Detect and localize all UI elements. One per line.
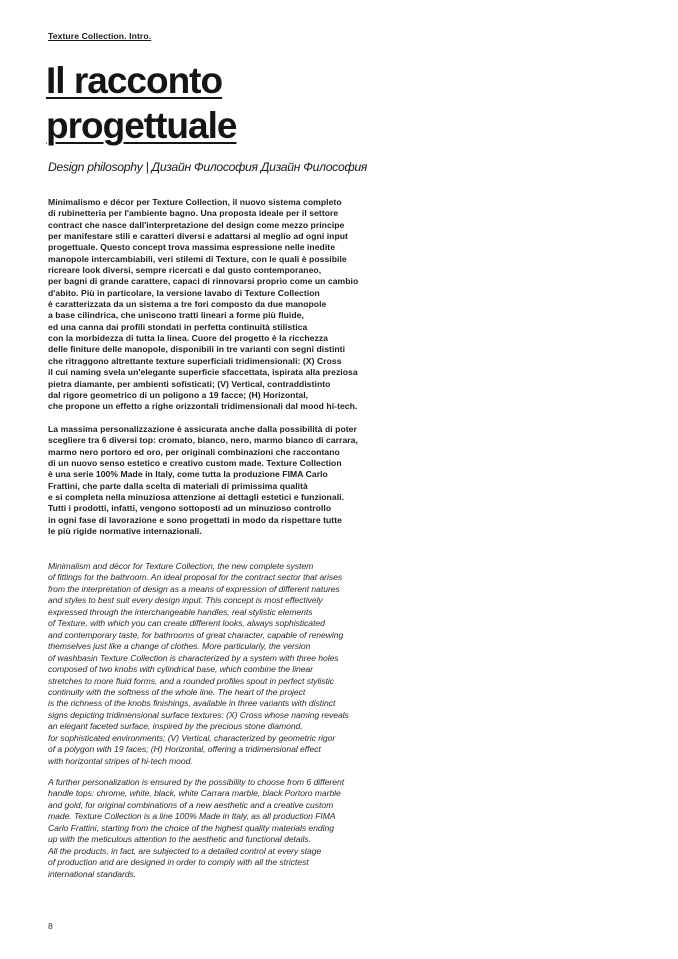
text-line: of washbasin Texture Collection is characterized by a system with three holes (48, 652, 339, 663)
italian-paragraph-2 (48, 424, 358, 537)
text-line: per manifestare stili e caratteri diversi e adattarsi al meglio ad ogni input (48, 231, 348, 242)
text-line: d'abito. Più in particolare, la versione lavabo di Texture Collection (48, 287, 320, 298)
text-line: handle tops: chrome, white, black, white Carrara marble, black Portoro marble (48, 788, 341, 799)
text-line: pietra diamante, per ambienti sofisticati; (V) Vertical, contraddistinto (48, 378, 331, 389)
text-line: with horizontal stripes of hi-tech mood. (48, 755, 193, 766)
text-line: All the products, in fact, are subjected to a detailed control at every stage (48, 845, 322, 856)
text-line: continuity with the softness of the whole line. The heart of the project (48, 686, 306, 697)
text-line: che ritraggono altrettante texture superficiali tridimensionali: (X) Cross (48, 355, 342, 366)
text-line: A further personalization is ensured by the possibility to choose from 6 different (48, 777, 345, 787)
section-label: Texture Collection. Intro. (48, 31, 152, 41)
text-line: di rubinetteria per l'ambiente bagno. Una proposta ideale per il settore (48, 208, 339, 219)
page-title-line-2: progettuale (46, 105, 237, 146)
text-line: Carlo Frattini, starting from the choice of the highest quality materials ending (48, 822, 334, 833)
english-paragraph-2 (48, 777, 344, 880)
text-line: La massima personalizzazione è assicurata anche dalla possibilità di poter (48, 424, 357, 434)
text-line: up with the meticulous attention to the aesthetic and functional details. (48, 834, 311, 845)
text-line: signs depicting tridimensional surface textures: (X) Cross whose naming reveals (48, 709, 349, 720)
text-line: Minimalismo e décor per Texture Collection, il nuovo sistema completo (48, 197, 342, 207)
italian-paragraph-1 (48, 197, 358, 413)
text-line: of production and are designed in order to comply with all the strictest (48, 857, 309, 868)
text-line: il cui naming svela un'elegante superficie sfaccettata, ispirata alla preziosa (48, 367, 358, 378)
text-line: è caratterizzata da un sistema a tre fori composto da due manopole (48, 299, 327, 310)
text-line: and styles to best suit every design input. This concept is most effectively (48, 595, 323, 606)
text-line: of Texture, with which you can create different looks, always sophisticated (48, 618, 325, 629)
text-line: composed of two knobs with cylindrical base, which combine the linear (48, 664, 314, 675)
text-line: è una serie 100% Made in Italy, come tutta la produzione FIMA Carlo (48, 469, 328, 480)
text-line: che propone un effetto a righe orizzontali tridimensionali dal mood hi-tech. (48, 401, 358, 412)
text-line: contract che nasce dall'interpretazione del design come mezzo principe (48, 219, 345, 230)
text-line: made. Texture Collection is a line 100% Made in Italy, as all production FIMA (48, 811, 336, 822)
text-line: for sophisticated environments; (V) Vertical, characterized by geometric rigor (48, 732, 336, 743)
text-line: a base cilindrica, che uniscono tratti lineari a forme più fluide, (48, 310, 304, 321)
text-line: manopole intercambiabili, veri stilemi di Texture, con le quali è possibile (48, 253, 347, 264)
english-paragraph-1 (48, 561, 349, 767)
text-line: Tutti i prodotti, infatti, vengono sottoposti ad un minuzioso controllo (48, 503, 332, 514)
text-line: expressed through the interchangeable handles, real stylistic elements (48, 606, 313, 617)
text-line: ricreare look diversi, sempre ricercati e dal gusto contemporaneo, (48, 265, 322, 276)
subtitle: Design philosophy | Дизайн Философия Дизайн Философия (48, 160, 368, 174)
text-line: ed una canna dai profili stondati in perfetta continuità stilistica (48, 321, 308, 332)
text-line: con la morbidezza di tutta la linea. Cuore del progetto è la ricchezza (48, 333, 328, 344)
text-line: per bagni di grande carattere, capaci di rinnovarsi proprio come un cambio (48, 276, 359, 287)
text-line: of fittings for the bathroom. An ideal proposal for the contract sector that arises (48, 572, 343, 583)
text-line: scegliere tra 6 diversi top: cromato, bianco, nero, marmo bianco di carrara, (48, 435, 358, 446)
text-line: of a polygon with 19 faces; (H) Horizontal, offering a tridimensional effect (48, 744, 321, 755)
text-line: an elegant faceted surface, inspired by the precious stone diamond, (48, 721, 303, 732)
text-line: le più rigide normative internazionali. (48, 526, 202, 537)
text-line: dal rigore geometrico di un poligono a 19 facce; (H) Horizontal, (48, 389, 309, 400)
text-line: Frattini, che parte dalla scelta di materiali di primissima qualità (48, 480, 308, 491)
text-line: international standards. (48, 868, 137, 879)
text-line: delle finiture delle manopole, disponibili in tre varianti con segni distinti (48, 344, 346, 355)
text-line: progettuale. Questo concept trova massima espressione nelle inedite (48, 242, 336, 253)
text-line: and contemporary taste, for bathrooms of great character, capable of renewing (48, 629, 344, 640)
text-line: stretches to more fluid forms, and a rounded profiles spout in perfect stylistic (48, 675, 334, 686)
text-line: di un nuovo senso estetico e creativo custom made. Texture Collection (48, 458, 342, 469)
text-line: is the richness of the knobs finishings, available in three variants with distinct (48, 698, 336, 709)
page-number: 8 (48, 921, 53, 931)
text-line: in ogni fase di lavorazione e sono progettati in modo da rispettare tutte (48, 514, 342, 525)
text-line: Minimalism and décor for Texture Collection, the new complete system (48, 561, 314, 571)
text-line: e si completa nella minuziosa attenzione ai dettagli estetici e funzionali. (48, 492, 345, 503)
text-line: from the interpretation of design as a means of expression of different natures (48, 583, 340, 594)
text-line: marmo nero portoro ed oro, per originali combinazioni che raccontano (48, 446, 340, 457)
page-title (46, 58, 236, 148)
text-line: and gold, for original combinations of a new aesthetic and a creative custom (48, 799, 334, 810)
text-line: themselves just like a change of clothes. More particularly, the version (48, 641, 311, 652)
page-title-line-1: Il racconto (46, 60, 223, 101)
